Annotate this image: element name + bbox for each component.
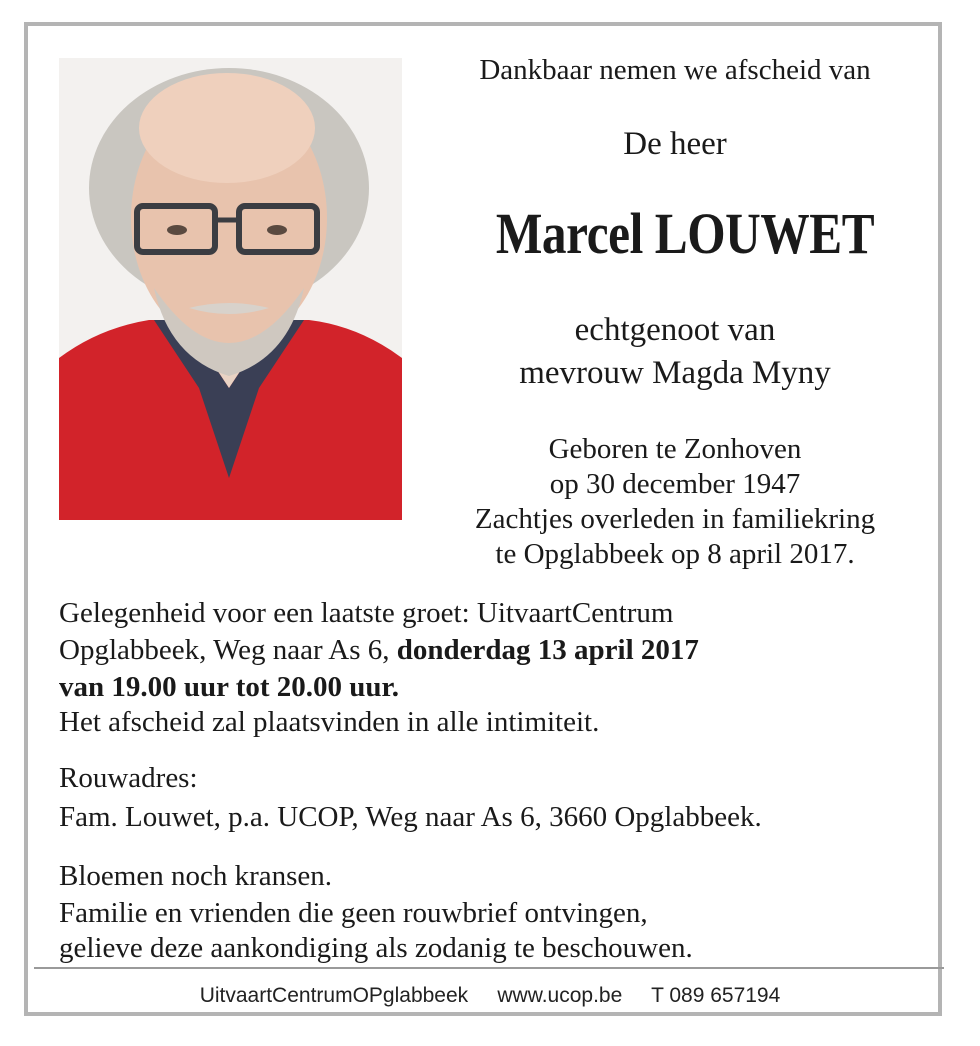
farewell-line: Het afscheid zal plaatsvinden in alle intimiteit. — [59, 706, 600, 738]
visit-date: donderdag 13 april 2017 — [396, 634, 699, 666]
spouse-line-2: mevrouw Magda Myny — [519, 355, 831, 391]
salutation: De heer — [623, 126, 727, 162]
visit-line-1: Gelegenheid voor een laatste groet: UitvaartCentrum — [59, 597, 674, 629]
death-line-2: te Opglabbeek op 8 april 2017. — [495, 538, 855, 570]
visit-location: Opglabbeek, Weg naar As 6, — [59, 634, 397, 666]
address-label: Rouwadres: — [59, 762, 198, 794]
visit-time-text: van 19.00 uur tot 20.00 uur. — [59, 671, 400, 703]
death-line-1: Zachtjes overleden in familiekring — [474, 503, 876, 535]
footer-website[interactable]: www.ucop.be — [497, 984, 623, 1007]
portrait-illustration — [59, 58, 402, 520]
address: Fam. Louwet, p.a. UCOP, Weg naar As 6, 3660 Opglabbeek. — [59, 801, 762, 833]
footer-divider — [34, 967, 944, 969]
visit-line-2 — [59, 634, 699, 667]
closing-line-2: gelieve deze aankondiging als zodanig te beschouwen. — [59, 932, 693, 964]
closing-line-1: Familie en vrienden die geen rouwbrief ontvingen, — [59, 897, 648, 929]
footer-phone: T 089 657194 — [651, 984, 781, 1007]
flowers-note: Bloemen noch kransen. — [59, 860, 333, 892]
birth-date: op 30 december 1947 — [549, 468, 801, 500]
deceased-name: Marcel LOUWET — [495, 201, 875, 266]
intro-text: Dankbaar nemen we afscheid van — [479, 54, 871, 86]
portrait-photo — [59, 58, 402, 520]
visit-time — [59, 671, 399, 704]
birth-place: Geboren te Zonhoven — [548, 433, 802, 465]
footer-company: UitvaartCentrumOPglabbeek — [199, 984, 469, 1007]
spouse-line-1: echtgenoot van — [574, 312, 776, 348]
footer — [0, 984, 980, 1008]
